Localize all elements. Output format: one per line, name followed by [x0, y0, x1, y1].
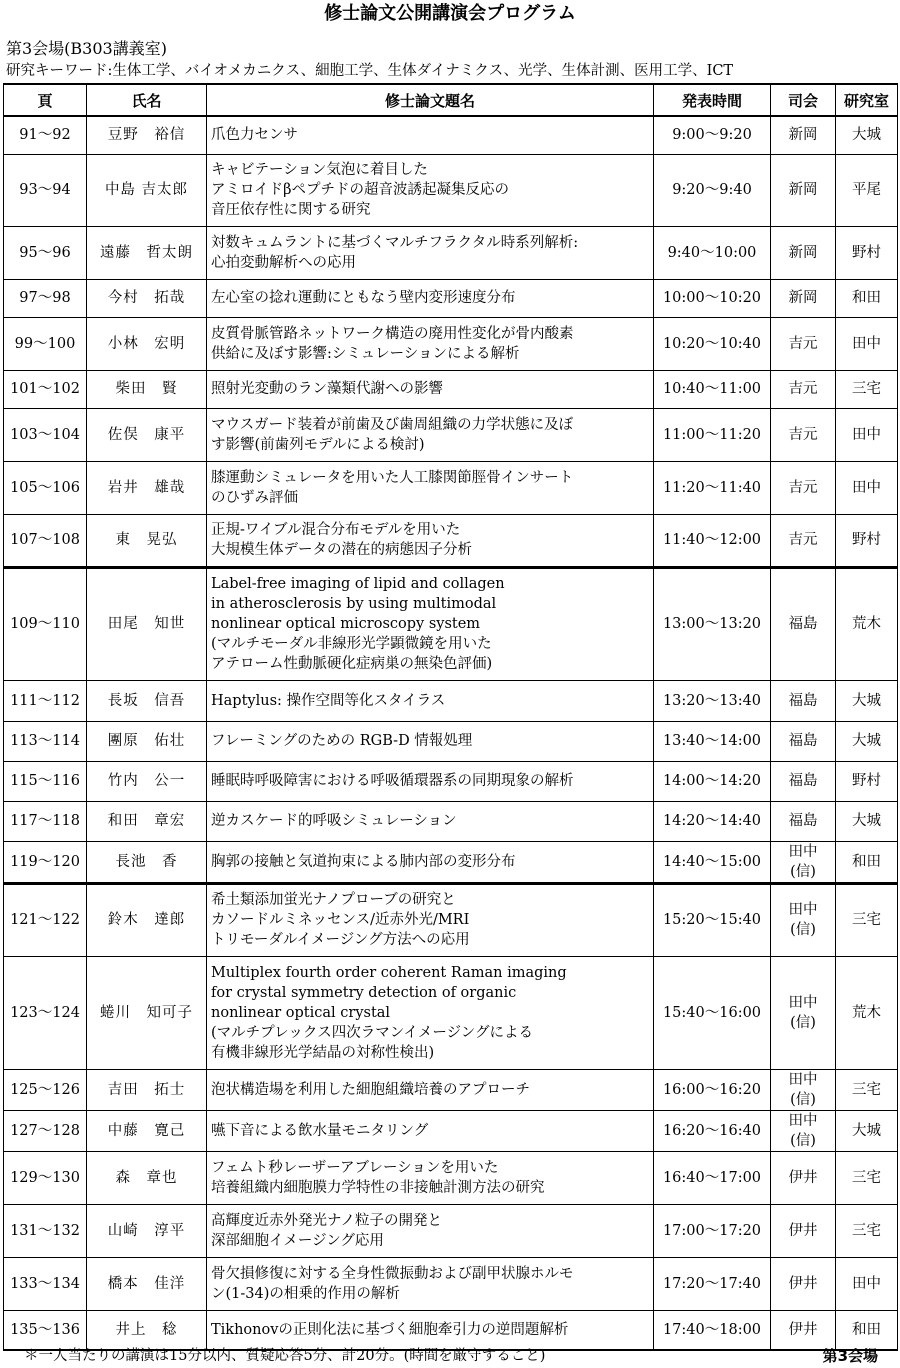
thesis-title: 皮質骨脈管路ネットワーク構造の廃用性変化が骨内酸素 供給に及ぼす影響:シミュレーションによる解析: [207, 317, 654, 370]
session-chair: 新岡: [771, 226, 836, 279]
laboratory: 大城: [836, 116, 898, 154]
laboratory: 三宅: [836, 370, 898, 408]
page-range: 117〜118: [4, 801, 87, 841]
presenter-name: 和田 章宏: [87, 801, 207, 841]
column-header-lab: 研究室: [836, 84, 898, 116]
presentation-time: 10:20〜10:40: [654, 317, 771, 370]
page-range: 131〜132: [4, 1204, 87, 1257]
session-chair: 吉元: [771, 317, 836, 370]
laboratory: 野村: [836, 761, 898, 801]
table-row: [4, 514, 898, 567]
table-row: [4, 1069, 898, 1110]
presenter-name: 岩井 雄哉: [87, 461, 207, 514]
table-row: [4, 721, 898, 761]
thesis-title: 膝運動シミュレータを用いた人工膝関節脛骨インサート のひずみ評価: [207, 461, 654, 514]
thesis-title: 正規-ワイブル混合分布モデルを用いた 大規模生体データの潜在的病態因子分析: [207, 514, 654, 567]
session-chair: 新岡: [771, 116, 836, 154]
thesis-title: 嚥下音による飲水量モニタリング: [207, 1110, 654, 1151]
presentation-time: 16:40〜17:00: [654, 1151, 771, 1204]
program-table-body: [4, 116, 898, 1350]
presentation-time: 9:40〜10:00: [654, 226, 771, 279]
thesis-title: 骨欠損修復に対する全身性微振動および副甲状腺ホルモ ン(1-34)の相乗的作用の解析: [207, 1257, 654, 1310]
thesis-title: キャビテーション気泡に着目した アミロイドβペプチドの超音波誘起凝集反応の 音圧依存性に関する研究: [207, 154, 654, 226]
page-range: 103〜104: [4, 408, 87, 461]
thesis-title: マウスガード装着が前歯及び歯周組織の力学状態に及ぼ す影響(前歯列モデルによる検討): [207, 408, 654, 461]
thesis-title: Multiplex fourth order coherent Raman imaging for crystal symmetry detection of organic nonlinear optical crystal (マルチプレックス四次ラマンイメージングによる 有機非線形光学結晶の対称性検出): [207, 956, 654, 1069]
page-range: 109〜110: [4, 567, 87, 680]
presentation-time: 16:20〜16:40: [654, 1110, 771, 1151]
thesis-title: Tikhonovの正則化法に基づく細胞牽引力の逆問題解析: [207, 1310, 654, 1350]
thesis-title: 希土類添加蛍光ナノプローブの研究と カソードルミネッセンス/近赤外光/MRI トリモーダルイメージング方法への応用: [207, 883, 654, 956]
table-row: [4, 1310, 898, 1350]
laboratory: 田中: [836, 317, 898, 370]
presentation-time: 13:40〜14:00: [654, 721, 771, 761]
session-chair: 福島: [771, 801, 836, 841]
page-range: 133〜134: [4, 1257, 87, 1310]
presenter-name: 今村 拓哉: [87, 279, 207, 317]
session-chair: 伊井: [771, 1257, 836, 1310]
presenter-name: 小林 宏明: [87, 317, 207, 370]
page-range: 119〜120: [4, 841, 87, 883]
presentation-time: 13:20〜13:40: [654, 680, 771, 721]
presentation-time: 17:00〜17:20: [654, 1204, 771, 1257]
laboratory: 平尾: [836, 154, 898, 226]
session-chair: 田中 (信): [771, 883, 836, 956]
presenter-name: 吉田 拓士: [87, 1069, 207, 1110]
presenter-name: 柴田 賢: [87, 370, 207, 408]
presentation-time: 16:00〜16:20: [654, 1069, 771, 1110]
session-chair: 伊井: [771, 1310, 836, 1350]
presentation-time: 15:40〜16:00: [654, 956, 771, 1069]
table-row: [4, 801, 898, 841]
page-range: 93〜94: [4, 154, 87, 226]
presenter-name: 東 晃弘: [87, 514, 207, 567]
laboratory: 荒木: [836, 956, 898, 1069]
column-header-time: 発表時間: [654, 84, 771, 116]
presentation-time: 13:00〜13:20: [654, 567, 771, 680]
presentation-time: 11:20〜11:40: [654, 461, 771, 514]
table-row: [4, 408, 898, 461]
presentation-time: 15:20〜15:40: [654, 883, 771, 956]
session-chair: 吉元: [771, 370, 836, 408]
table-row: [4, 1151, 898, 1204]
presentation-time: 17:20〜17:40: [654, 1257, 771, 1310]
presenter-name: 井上 稔: [87, 1310, 207, 1350]
page-range: 135〜136: [4, 1310, 87, 1350]
laboratory: 大城: [836, 680, 898, 721]
session-chair: 田中 (信): [771, 1069, 836, 1110]
program-table: [3, 83, 898, 1351]
page-range: 111〜112: [4, 680, 87, 721]
session-chair: 田中 (信): [771, 956, 836, 1069]
column-header-chair: 司会: [771, 84, 836, 116]
venue-label: 第3会場(B303講義室): [6, 39, 167, 58]
presentation-time: 14:40〜15:00: [654, 841, 771, 883]
thesis-title: 高輝度近赤外発光ナノ粒子の開発と 深部細胞イメージング応用: [207, 1204, 654, 1257]
presenter-name: 豆野 裕信: [87, 116, 207, 154]
footer-note: ＊一人当たりの講演は15分以内、質疑応答5分、計20分。(時間を厳守すること): [24, 1348, 546, 1364]
table-row: [4, 841, 898, 883]
presenter-name: 中藤 寛己: [87, 1110, 207, 1151]
thesis-title: Label-free imaging of lipid and collagen in atherosclerosis by using multimodal nonlinear optical microscopy system (マルチモーダル非線形光学顕微鏡を用いた アテローム性動脈硬化症病巣の無染色評価): [207, 567, 654, 680]
thesis-title: 対数キュムラントに基づくマルチフラクタル時系列解析: 心拍変動解析への応用: [207, 226, 654, 279]
thesis-title: Haptylus: 操作空間等化スタイラス: [207, 680, 654, 721]
presenter-name: 山崎 淳平: [87, 1204, 207, 1257]
page-range: 99〜100: [4, 317, 87, 370]
page-range: 105〜106: [4, 461, 87, 514]
presenter-name: 團原 佑壮: [87, 721, 207, 761]
thesis-title: 睡眠時呼吸障害における呼吸循環器系の同期現象の解析: [207, 761, 654, 801]
laboratory: 田中: [836, 408, 898, 461]
laboratory: 野村: [836, 226, 898, 279]
table-row: [4, 680, 898, 721]
laboratory: 三宅: [836, 883, 898, 956]
laboratory: 大城: [836, 801, 898, 841]
laboratory: 大城: [836, 721, 898, 761]
page-range: 127〜128: [4, 1110, 87, 1151]
column-header-name: 氏名: [87, 84, 207, 116]
presenter-name: 橋本 佳洋: [87, 1257, 207, 1310]
presentation-time: 17:40〜18:00: [654, 1310, 771, 1350]
laboratory: 和田: [836, 279, 898, 317]
laboratory: 和田: [836, 841, 898, 883]
presenter-name: 鈴木 達郎: [87, 883, 207, 956]
presenter-name: 中島 吉太郎: [87, 154, 207, 226]
presenter-name: 森 章也: [87, 1151, 207, 1204]
table-row: [4, 883, 898, 956]
table-row: [4, 370, 898, 408]
thesis-title: フェムト秒レーザーアブレーションを用いた 培養組織内細胞膜力学特性の非接触計測方法の研究: [207, 1151, 654, 1204]
column-header-page: 頁: [4, 84, 87, 116]
table-row: [4, 226, 898, 279]
thesis-title: 照射光変動のラン藻類代謝への影響: [207, 370, 654, 408]
laboratory: 和田: [836, 1310, 898, 1350]
table-header-row: [4, 84, 898, 116]
table-row: [4, 279, 898, 317]
presentation-time: 14:20〜14:40: [654, 801, 771, 841]
presentation-time: 10:00〜10:20: [654, 279, 771, 317]
laboratory: 大城: [836, 1110, 898, 1151]
table-row: [4, 1204, 898, 1257]
page-range: 95〜96: [4, 226, 87, 279]
laboratory: 三宅: [836, 1069, 898, 1110]
page-range: 123〜124: [4, 956, 87, 1069]
presentation-time: 9:20〜9:40: [654, 154, 771, 226]
session-chair: 吉元: [771, 408, 836, 461]
thesis-title: 爪色力センサ: [207, 116, 654, 154]
presenter-name: 長池 香: [87, 841, 207, 883]
page-range: 113〜114: [4, 721, 87, 761]
thesis-title: フレーミングのための RGB-D 情報処理: [207, 721, 654, 761]
thesis-title: 泡状構造場を利用した細胞組織培養のアプローチ: [207, 1069, 654, 1110]
session-chair: 新岡: [771, 279, 836, 317]
footer-room-label: 第3会場: [822, 1347, 878, 1365]
presenter-name: 蜷川 知可子: [87, 956, 207, 1069]
session-chair: 田中 (信): [771, 1110, 836, 1151]
table-row: [4, 956, 898, 1069]
presentation-time: 11:40〜12:00: [654, 514, 771, 567]
presenter-name: 遠藤 哲太朗: [87, 226, 207, 279]
session-chair: 新岡: [771, 154, 836, 226]
table-row: [4, 116, 898, 154]
page-range: 129〜130: [4, 1151, 87, 1204]
table-row: [4, 461, 898, 514]
session-chair: 伊井: [771, 1151, 836, 1204]
page-range: 107〜108: [4, 514, 87, 567]
page-range: 121〜122: [4, 883, 87, 956]
presentation-time: 10:40〜11:00: [654, 370, 771, 408]
presentation-time: 14:00〜14:20: [654, 761, 771, 801]
presenter-name: 佐俣 康平: [87, 408, 207, 461]
session-chair: 吉元: [771, 514, 836, 567]
laboratory: 三宅: [836, 1151, 898, 1204]
laboratory: 三宅: [836, 1204, 898, 1257]
table-row: [4, 761, 898, 801]
presenter-name: 田尾 知世: [87, 567, 207, 680]
column-header-title: 修士論文題名: [207, 84, 654, 116]
thesis-title: 逆カスケード的呼吸シミュレーション: [207, 801, 654, 841]
research-keywords: 研究キーワード:生体工学、バイオメカニクス、細胞工学、生体ダイナミクス、光学、生体計測、医用工学、ICT: [6, 63, 734, 79]
session-chair: 福島: [771, 567, 836, 680]
page-range: 125〜126: [4, 1069, 87, 1110]
presenter-name: 竹内 公一: [87, 761, 207, 801]
page-range: 115〜116: [4, 761, 87, 801]
presenter-name: 長坂 信吾: [87, 680, 207, 721]
thesis-title: 左心室の捻れ運動にともなう壁内変形速度分布: [207, 279, 654, 317]
presentation-time: 9:00〜9:20: [654, 116, 771, 154]
laboratory: 田中: [836, 1257, 898, 1310]
table-row: [4, 1257, 898, 1310]
table-row: [4, 1110, 898, 1151]
page-range: 91〜92: [4, 116, 87, 154]
page-title: 修士論文公開講演会プログラム: [324, 3, 576, 24]
page-range: 97〜98: [4, 279, 87, 317]
session-chair: 吉元: [771, 461, 836, 514]
session-chair: 福島: [771, 680, 836, 721]
session-chair: 伊井: [771, 1204, 836, 1257]
session-chair: 福島: [771, 761, 836, 801]
laboratory: 荒木: [836, 567, 898, 680]
session-chair: 福島: [771, 721, 836, 761]
session-chair: 田中 (信): [771, 841, 836, 883]
presentation-time: 11:00〜11:20: [654, 408, 771, 461]
table-row: [4, 154, 898, 226]
laboratory: 田中: [836, 461, 898, 514]
table-row: [4, 567, 898, 680]
laboratory: 野村: [836, 514, 898, 567]
table-row: [4, 317, 898, 370]
thesis-title: 胸郭の接触と気道拘束による肺内部の変形分布: [207, 841, 654, 883]
page-range: 101〜102: [4, 370, 87, 408]
